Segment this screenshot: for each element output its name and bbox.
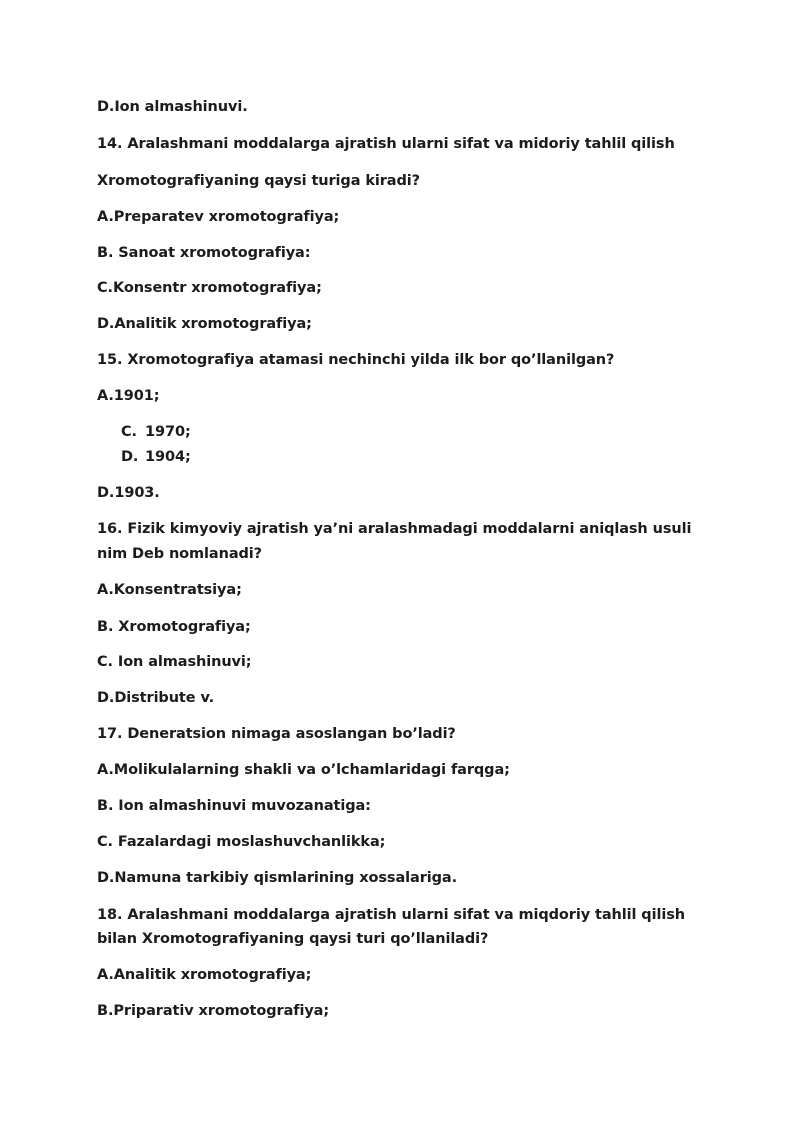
answer-option: C. Fazalardagi moslashuvchanlikka; — [97, 834, 386, 850]
question-17: 17. Deneratsion nimaga asoslangan bo’ladi? — [97, 726, 456, 742]
answer-option: A.1901; — [97, 388, 160, 404]
answer-option: D.Namuna tarkibiy qismlarining xossalariga. — [97, 870, 457, 886]
answer-option: D.1903. — [97, 485, 160, 501]
answer-option: D.Analitik xromotografiya; — [97, 316, 312, 332]
sublist-label: D. — [121, 449, 139, 465]
text-line: nim Deb nomlanadi? — [97, 546, 262, 562]
question-14: 14. Aralashmani moddalarga ajratish ularni sifat va midoriy tahlil qilish — [97, 136, 675, 152]
sublist-text: 1970; — [145, 424, 191, 440]
answer-option: B. Ion almashinuvi muvozanatiga: — [97, 798, 371, 814]
text-line: bilan Xromotografiyaning qaysi turi qo’llaniladi? — [97, 931, 489, 947]
answer-option: A.Molikulalarning shakli va o’lchamlaridagi farqga; — [97, 762, 510, 778]
answer-option: A.Konsentratsiya; — [97, 582, 242, 598]
answer-option: A.Analitik xromotografiya; — [97, 967, 312, 983]
answer-option: C.Konsentr xromotografiya; — [97, 280, 322, 296]
answer-option: C. Ion almashinuvi; — [97, 654, 252, 670]
answer-option: A.Preparatev xromotografiya; — [97, 209, 340, 225]
text-line: D.Ion almashinuvi. — [97, 99, 248, 115]
sublist-text: 1904; — [145, 449, 191, 465]
answer-option: D.Distribute v. — [97, 690, 215, 706]
answer-option: B. Sanoat xromotografiya: — [97, 245, 311, 261]
sublist-item — [121, 447, 191, 467]
answer-option: B.Priparativ xromotografiya; — [97, 1003, 330, 1019]
question-15: 15. Xromotografiya atamasi nechinchi yilda ilk bor qo’llanilgan? — [97, 352, 615, 368]
answer-option: B. Xromotografiya; — [97, 619, 251, 635]
text-line: Xromotografiyaning qaysi turiga kiradi? — [97, 173, 420, 189]
question-16: 16. Fizik kimyoviy ajratish ya’ni aralashmadagi moddalarni aniqlash usuli — [97, 521, 692, 537]
question-18: 18. Aralashmani moddalarga ajratish ularni sifat va miqdoriy tahlil qilish — [97, 907, 685, 923]
sublist-item — [121, 422, 191, 442]
sublist-label: C. — [121, 424, 137, 440]
